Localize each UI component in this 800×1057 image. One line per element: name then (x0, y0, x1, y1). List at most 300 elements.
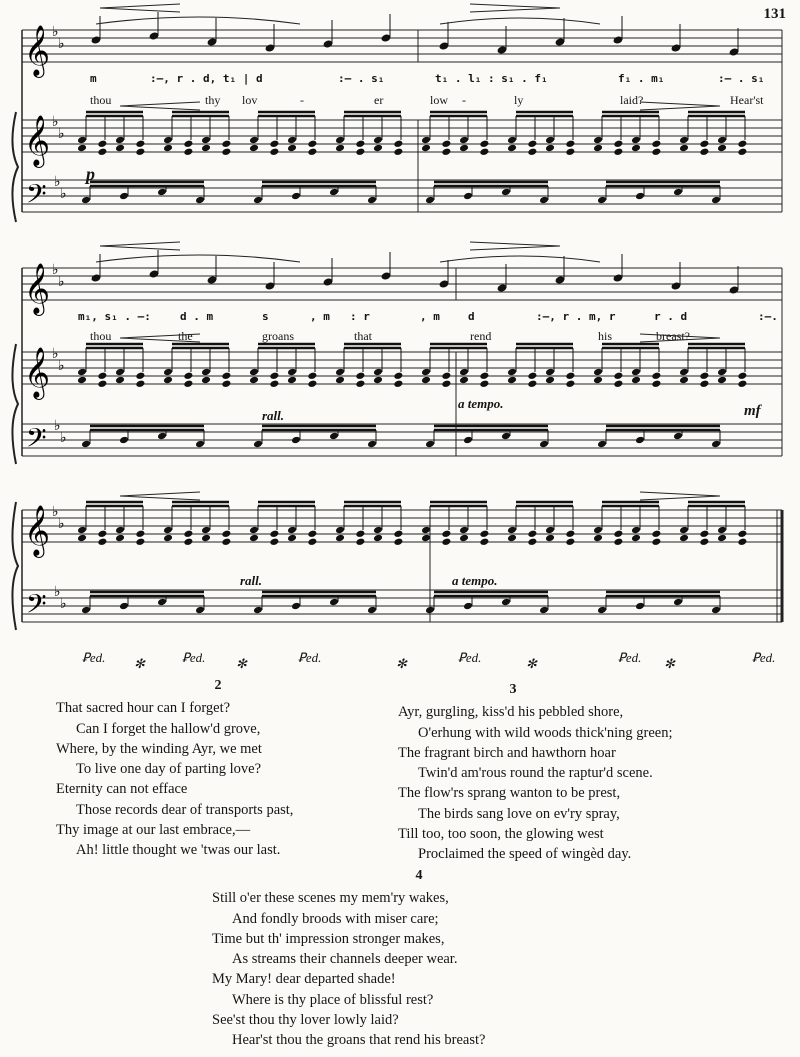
flat-icon: ♭ (58, 126, 65, 142)
verse-3 (398, 680, 788, 865)
notehead (593, 368, 603, 377)
flat-icon: ♭ (52, 24, 59, 40)
notehead (291, 602, 301, 611)
notehead (373, 368, 383, 377)
notehead (651, 530, 661, 539)
notehead (221, 530, 231, 539)
notehead (699, 538, 709, 547)
flat-icon: ♭ (52, 346, 59, 362)
notehead (737, 140, 747, 149)
verse-line: That sacred hour can I forget? (56, 700, 231, 717)
solfa-text: d (468, 310, 475, 323)
notehead (737, 530, 747, 539)
flat-icon: ♭ (54, 174, 61, 190)
pedal-down-mark: Ꝑed. (82, 650, 106, 665)
notehead (421, 526, 431, 535)
notehead (307, 140, 317, 149)
notehead (287, 368, 297, 377)
lyric-syllable: his (598, 329, 613, 343)
tempo-marking: rall. (262, 408, 285, 423)
notehead (355, 148, 365, 157)
solfa-text: :—. (758, 310, 778, 323)
notehead (673, 432, 683, 441)
notehead (253, 440, 263, 449)
lyric-syllable: breast? (656, 329, 690, 343)
treble-clef-icon: 𝄞 (24, 115, 51, 166)
notehead (631, 136, 641, 145)
notehead (157, 598, 167, 607)
notehead (463, 436, 473, 445)
notehead (545, 376, 555, 385)
flat-icon: ♭ (58, 36, 65, 52)
notehead (195, 606, 205, 615)
notehead (635, 602, 645, 611)
verse-line: To live one day of parting love? (76, 761, 262, 778)
notehead (593, 534, 603, 543)
verse-number: 3 (509, 682, 517, 697)
notehead (195, 440, 205, 449)
notehead (651, 140, 661, 149)
notehead (367, 606, 377, 615)
notehead (201, 526, 211, 535)
notehead (507, 144, 517, 153)
dynamic-marking: mf (744, 403, 761, 419)
notehead (97, 148, 107, 157)
notehead (613, 140, 623, 149)
verse-line: Can I forget the hallow'd grove, (76, 720, 261, 737)
notehead (119, 436, 129, 445)
verse-number: 4 (415, 868, 423, 883)
notehead (269, 380, 279, 389)
notehead (157, 432, 167, 441)
notehead (613, 538, 623, 547)
slur (96, 17, 300, 24)
lyric-syllable: low (430, 93, 448, 107)
notehead (507, 526, 517, 535)
notehead (631, 526, 641, 535)
dynamic-marking: p (86, 164, 95, 184)
notehead (545, 136, 555, 145)
notehead (201, 136, 211, 145)
notehead (737, 380, 747, 389)
notehead (711, 440, 721, 449)
pedal-release-icon: ✻ (236, 656, 247, 671)
notehead (565, 530, 575, 539)
notehead (163, 534, 173, 543)
notehead (201, 376, 211, 385)
notehead (459, 376, 469, 385)
notehead (631, 368, 641, 377)
verse-line: The birds sang love on ev'ry spray, (418, 805, 620, 822)
verse-line: Twin'd am'rous round the raptur'd scene. (418, 765, 653, 782)
notehead (631, 534, 641, 543)
notehead (97, 372, 107, 381)
crescendo-hairpin (100, 242, 180, 250)
notehead (163, 376, 173, 385)
verse-line: Where, by the winding Ayr, we met (56, 740, 262, 757)
notehead (115, 144, 125, 153)
notehead (115, 534, 125, 543)
pedal-down-mark: Ꝑed. (182, 650, 206, 665)
notehead (135, 530, 145, 539)
verse-2 (56, 676, 386, 861)
notehead (479, 372, 489, 381)
notehead (355, 538, 365, 547)
notehead (679, 368, 689, 377)
notehead (355, 372, 365, 381)
notehead (135, 372, 145, 381)
flat-icon: ♭ (52, 262, 59, 278)
notehead (459, 136, 469, 145)
lyric-syllable: thou (90, 329, 112, 343)
notehead (221, 148, 231, 157)
solfa-text: m₁, s₁ . —: (78, 310, 151, 323)
notehead (699, 372, 709, 381)
flat-icon: ♭ (58, 274, 65, 290)
flat-icon: ♭ (58, 516, 65, 532)
lyric-syllable: laid? (620, 93, 644, 107)
notehead (613, 380, 623, 389)
notehead (501, 432, 511, 441)
pedal-release-icon: ✻ (134, 656, 145, 671)
notehead (613, 148, 623, 157)
notehead (287, 136, 297, 145)
notehead (393, 380, 403, 389)
notehead (527, 538, 537, 547)
notehead (291, 436, 301, 445)
notehead (679, 526, 689, 535)
solfa-row-1 (0, 72, 800, 88)
notehead (479, 140, 489, 149)
notehead (539, 440, 549, 449)
lyric-syllable: Hear'st (730, 93, 764, 107)
solfa-text: , m (310, 310, 330, 323)
notehead (479, 148, 489, 157)
verse-line: The fragrant birch and hawthorn hoar (398, 744, 616, 761)
notehead (651, 148, 661, 157)
tempo-marking: a tempo. (458, 396, 504, 411)
notehead (335, 136, 345, 145)
notehead (81, 440, 91, 449)
verse-line: Hear'st thou the groans that rend his breast? (232, 1032, 486, 1049)
notehead (307, 380, 317, 389)
notehead (479, 538, 489, 547)
notehead (593, 376, 603, 385)
treble-clef-icon: 𝄞 (24, 25, 51, 76)
notehead (183, 140, 193, 149)
notehead (441, 538, 451, 547)
notehead (631, 376, 641, 385)
notehead (597, 606, 607, 615)
solfa-text: : r (350, 310, 370, 323)
notehead (737, 148, 747, 157)
verse-line: Thy image at our last embrace,— (56, 822, 251, 839)
notehead (119, 192, 129, 201)
lyrics-row-2 (0, 329, 800, 347)
notehead (269, 140, 279, 149)
notehead (183, 148, 193, 157)
notehead (651, 538, 661, 547)
notehead (421, 534, 431, 543)
notehead (393, 148, 403, 157)
tempo-marking: a tempo. (452, 573, 498, 588)
notehead (77, 526, 87, 535)
notehead (459, 534, 469, 543)
notehead (163, 368, 173, 377)
decrescendo-hairpin (470, 242, 560, 250)
notehead (501, 188, 511, 197)
pedal-release-icon: ✻ (526, 656, 537, 671)
notehead (565, 148, 575, 157)
notehead (501, 598, 511, 607)
notehead (613, 530, 623, 539)
lyric-syllable: thou (90, 93, 112, 107)
treble-clef-icon: 𝄞 (24, 505, 51, 556)
notehead (373, 136, 383, 145)
notehead (335, 376, 345, 385)
notehead (711, 196, 721, 205)
lyric-syllable: the (178, 329, 193, 343)
notehead (335, 144, 345, 153)
notehead (459, 368, 469, 377)
lyric-syllable: groans (262, 329, 294, 343)
notehead (329, 188, 339, 197)
verse-line: Till too, too soon, the glowing west (398, 826, 604, 843)
notehead (269, 530, 279, 539)
lyrics-row-1 (0, 93, 800, 111)
flat-icon: ♭ (60, 186, 67, 202)
notehead (679, 136, 689, 145)
verse-number: 2 (214, 678, 222, 693)
notehead (459, 144, 469, 153)
notehead (539, 196, 549, 205)
notehead (565, 372, 575, 381)
notehead (201, 368, 211, 377)
notehead (135, 538, 145, 547)
notehead (163, 136, 173, 145)
solfa-text: m (90, 72, 97, 85)
lyric-syllable: - (300, 93, 304, 107)
notehead (507, 534, 517, 543)
notehead (507, 136, 517, 145)
solfa-text: :— . s₁ (338, 72, 385, 85)
flat-icon: ♭ (54, 418, 61, 434)
notehead (97, 538, 107, 547)
verse-line: My Mary! dear departed shade! (212, 971, 396, 988)
notehead (717, 376, 727, 385)
notehead (77, 144, 87, 153)
notehead (291, 192, 301, 201)
notehead (163, 144, 173, 153)
notehead (711, 606, 721, 615)
notehead (115, 136, 125, 145)
notehead (441, 148, 451, 157)
slur (440, 256, 600, 262)
notehead (249, 136, 259, 145)
notehead (699, 148, 709, 157)
notehead (699, 530, 709, 539)
notehead (565, 380, 575, 389)
pedal-down-mark: Ꝑed. (458, 650, 482, 665)
verse-line: Proclaimed the speed of wingèd day. (418, 846, 632, 863)
notehead (463, 192, 473, 201)
flat-icon: ♭ (60, 430, 67, 446)
solfa-text: :—, r . d, t₁ | d (150, 72, 263, 85)
notehead (593, 136, 603, 145)
notehead (355, 140, 365, 149)
notehead (507, 368, 517, 377)
notehead (673, 188, 683, 197)
notehead (269, 148, 279, 157)
notehead (463, 602, 473, 611)
notehead (77, 368, 87, 377)
verse-line: Eternity can not efface (56, 781, 188, 798)
verse-line: Time but th' impression stronger makes, (212, 930, 445, 947)
notehead (635, 436, 645, 445)
notehead (717, 144, 727, 153)
brace (12, 344, 18, 464)
notehead (421, 144, 431, 153)
notehead (329, 598, 339, 607)
lyric-syllable: - (462, 93, 466, 107)
notehead (393, 530, 403, 539)
brace (12, 112, 18, 222)
notehead (81, 606, 91, 615)
flat-icon: ♭ (60, 596, 67, 612)
bass-clef-icon: 𝄢 (26, 178, 47, 216)
notehead (539, 606, 549, 615)
notehead (373, 376, 383, 385)
lyric-syllable: thy (205, 93, 221, 107)
notehead (479, 380, 489, 389)
notehead (441, 530, 451, 539)
notehead (459, 526, 469, 535)
crescendo-hairpin (120, 492, 200, 500)
notehead (183, 530, 193, 539)
notehead (737, 372, 747, 381)
notehead (393, 140, 403, 149)
notehead (421, 136, 431, 145)
verse-line: Where is thy place of blissful rest? (232, 991, 434, 1008)
notehead (479, 530, 489, 539)
notehead (527, 148, 537, 157)
notehead (335, 526, 345, 535)
notehead (593, 144, 603, 153)
notehead (135, 148, 145, 157)
crescendo-hairpin (100, 4, 180, 12)
notehead (77, 136, 87, 145)
notehead (425, 606, 435, 615)
notehead (613, 372, 623, 381)
notehead (183, 380, 193, 389)
flat-icon: ♭ (52, 114, 59, 130)
decrescendo-hairpin (640, 492, 720, 500)
notehead (221, 538, 231, 547)
notehead (441, 380, 451, 389)
notehead (221, 140, 231, 149)
notehead (679, 376, 689, 385)
notehead (135, 380, 145, 389)
notehead (287, 526, 297, 535)
notehead (253, 196, 263, 205)
notehead (97, 140, 107, 149)
notehead (373, 526, 383, 535)
tempo-marking: rall. (240, 573, 263, 588)
verse-line: O'erhung with wild woods thick'ning green; (418, 724, 673, 741)
notehead (717, 526, 727, 535)
notehead (373, 534, 383, 543)
lyric-syllable: lov (242, 93, 258, 107)
notehead (673, 598, 683, 607)
notehead (425, 440, 435, 449)
notehead (651, 380, 661, 389)
notehead (631, 144, 641, 153)
notehead (593, 526, 603, 535)
notehead (527, 530, 537, 539)
notehead (717, 136, 727, 145)
verse-line: The flow'rs sprang wanton to be prest, (398, 785, 621, 802)
notehead (545, 144, 555, 153)
notehead (717, 534, 727, 543)
notehead (249, 534, 259, 543)
notehead (201, 144, 211, 153)
verse-line: Those records dear of transports past, (76, 801, 294, 818)
notehead (249, 368, 259, 377)
solfa-row-2 (0, 310, 800, 326)
notehead (307, 148, 317, 157)
bass-clef-icon: 𝄢 (26, 422, 47, 460)
solfa-text: t₁ . l₁ : s₁ . f₁ (435, 72, 548, 85)
notehead (597, 440, 607, 449)
notehead (699, 140, 709, 149)
bass-clef-icon: 𝄢 (26, 588, 47, 626)
notehead (97, 380, 107, 389)
notehead (545, 368, 555, 377)
solfa-text: r . d (654, 310, 688, 323)
notehead (287, 534, 297, 543)
notehead (597, 196, 607, 205)
notehead (157, 188, 167, 197)
notehead (249, 526, 259, 535)
notehead (441, 372, 451, 381)
notehead (201, 534, 211, 543)
notehead (507, 376, 517, 385)
pedal-down-mark: Ꝑed. (298, 650, 322, 665)
solfa-text: , m (420, 310, 440, 323)
verse-line: As streams their channels deeper wear. (232, 951, 458, 968)
solfa-text: s (262, 310, 269, 323)
notehead (335, 534, 345, 543)
notehead (307, 538, 317, 547)
solfa-text: :—, r . m, r (536, 310, 616, 323)
notehead (77, 376, 87, 385)
notehead (307, 372, 317, 381)
notehead (269, 372, 279, 381)
lyric-syllable: that (354, 329, 372, 343)
flat-icon: ♭ (54, 584, 61, 600)
slur (440, 18, 600, 24)
notehead (527, 140, 537, 149)
notehead (679, 534, 689, 543)
lyric-syllable: er (374, 93, 384, 107)
notehead (115, 526, 125, 535)
notehead (367, 196, 377, 205)
notehead (77, 534, 87, 543)
notehead (135, 140, 145, 149)
notehead (287, 376, 297, 385)
notehead (367, 440, 377, 449)
notehead (115, 376, 125, 385)
